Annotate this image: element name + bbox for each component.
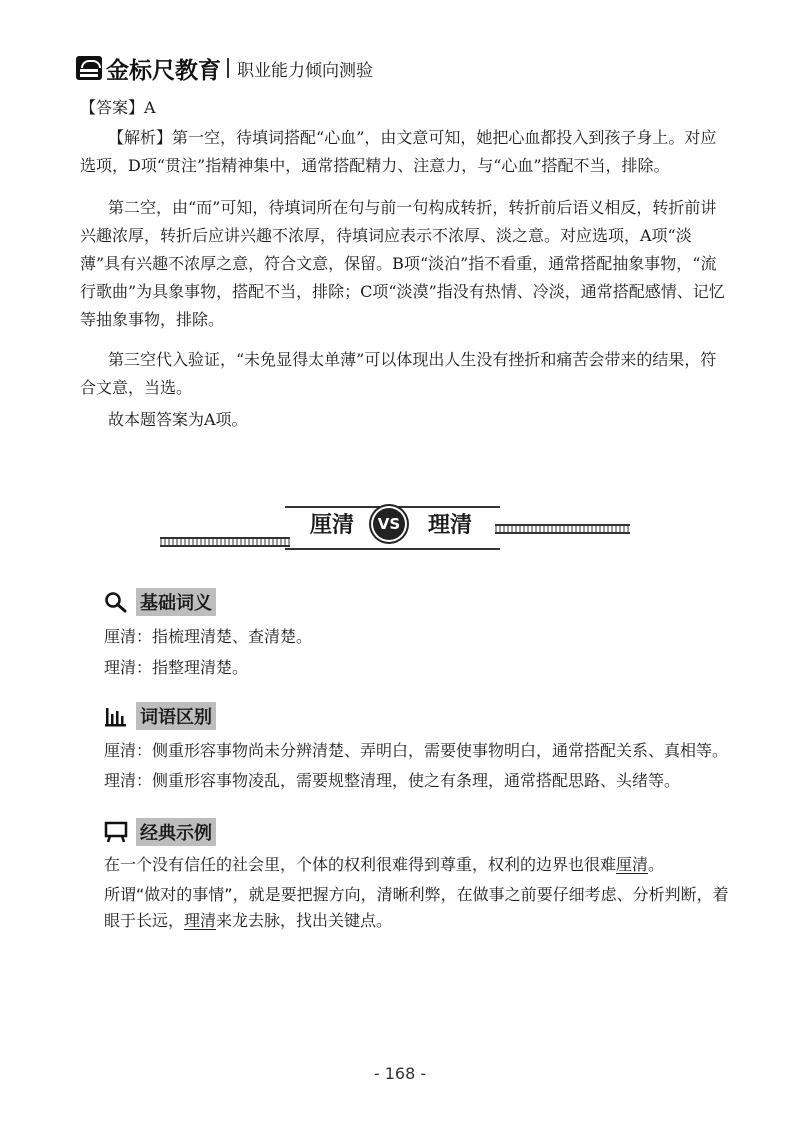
example-1-keyword: 厘清 <box>616 855 649 874</box>
meaning-line-1: 厘清：指梳理清楚、查清楚。 <box>104 627 313 646</box>
section-difference-heading <box>104 702 216 730</box>
compare-word-2: 理清 <box>428 512 473 538</box>
example-2 <box>104 882 744 934</box>
example-2-keyword: 理清 <box>184 911 217 930</box>
difference-line-1: 厘清：侧重形容事物尚未分辨清楚、弄明白，需要使事物明白，通常搭配关系、真相等。 <box>104 741 729 760</box>
meaning-line-2: 理清：指整理清楚。 <box>104 658 249 677</box>
banner-left-rule <box>160 537 290 547</box>
example-1-text: 在一个没有信任的社会里，个体的权利很难得到尊重，权利的边界也很难 <box>104 855 617 874</box>
example-1-end: 。 <box>648 855 665 874</box>
answer-label: 【答案】 <box>80 98 145 117</box>
vs-badge-icon: VS <box>373 508 405 540</box>
brand-logo-icon <box>76 56 102 80</box>
analysis-conclusion: 故本题答案为A项。 <box>108 410 248 429</box>
page-header <box>76 54 373 82</box>
banner-right-rule <box>495 524 630 534</box>
magnifier-icon <box>104 591 128 613</box>
analysis-paragraph-2: 第二空，由“而”可知，待填词所在句与前一句构成转折，转折前后语义相反，转折前讲兴趣浓厚，转折后应讲兴趣不浓厚，待填词应表示不浓厚、淡之意。对应选项，A项“淡薄”具有兴趣不浓厚之意，符合文意，保留。B项“淡泊”指不看重，通常搭配抽象事物，“流行歌曲”为具象事物，搭配不当，排除；C项“淡漠”指没有热情、冷淡，通常搭配感情、记忆等抽象事物，排除。 <box>80 198 725 329</box>
analysis-label: 【解析】 <box>108 128 173 147</box>
difference-line-2: 理清：侧重形容事物凌乱，需要规整清理，使之有条理，通常搭配思路、头绪等。 <box>104 771 681 790</box>
brand-name: 金标尺教育 <box>106 57 221 84</box>
page-number: - 168 - <box>373 1064 427 1083</box>
section-difference-title: 词语区别 <box>136 702 216 730</box>
analysis-text-1: 第一空，待填词搭配“心血”，由文意可知，她把心血都投入到孩子身上。对应选项，D项“贯注”指精神集中，通常搭配精力、注意力，与“心血”搭配不当，排除。 <box>80 128 717 175</box>
section-examples-title: 经典示例 <box>136 818 216 846</box>
answer-value: A <box>144 98 156 117</box>
section-meaning-title: 基础词义 <box>136 588 216 616</box>
example-2-text: 所谓“做对的事情”，就是要把握方向，清晰利弊，在做事之前要仔细考虑、分析判断，着眼于长远， <box>104 885 729 930</box>
header-subtitle: 职业能力倾向测验 <box>237 60 373 81</box>
compare-word-1: 厘清 <box>310 512 355 538</box>
example-1 <box>104 852 744 878</box>
bar-chart-icon <box>104 705 128 727</box>
analysis-paragraph-1 <box>80 124 730 180</box>
header-divider <box>227 58 229 78</box>
section-examples-heading <box>104 818 216 846</box>
answer-line <box>80 94 730 122</box>
example-2-end: 来龙去脉，找出关键点。 <box>216 911 393 930</box>
analysis-paragraph-3: 第三空代入验证，“未免显得太单薄”可以体现出人生没有挫折和痛苦会带来的结果，符合文意，当选。 <box>80 350 717 397</box>
compare-banner <box>160 500 630 560</box>
board-icon <box>104 821 128 843</box>
section-meaning-heading <box>104 588 216 616</box>
